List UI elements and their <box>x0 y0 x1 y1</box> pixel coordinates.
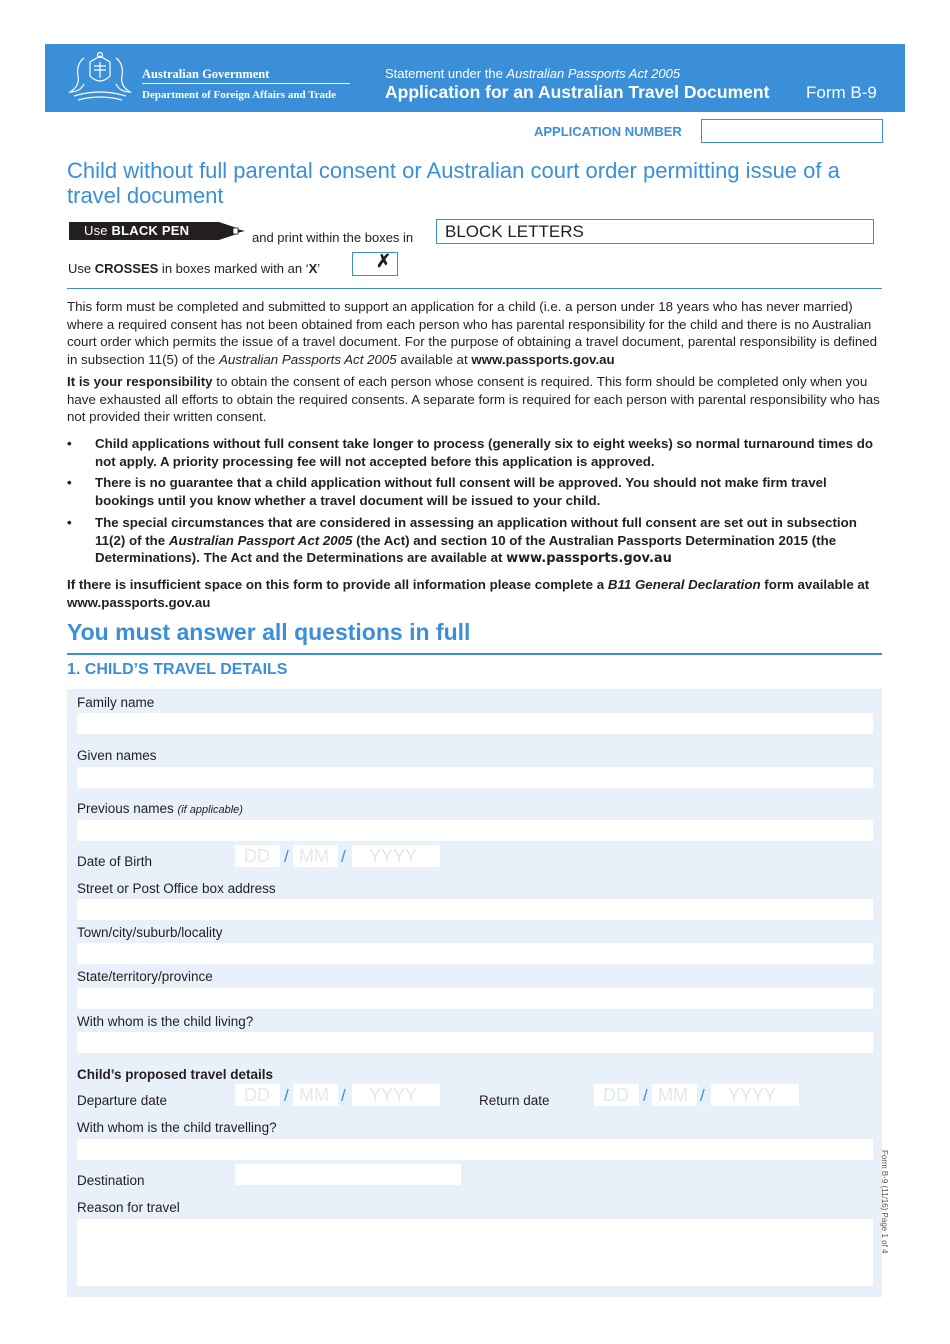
print-instruction: and print within the boxes in <box>252 230 414 245</box>
proposed-travel-heading: Child’s proposed travel details <box>77 1067 274 1082</box>
pen-bold: BLACK PEN <box>111 223 190 238</box>
date-separator: / <box>643 1086 648 1105</box>
insufficient-b: form available at www.passports.gov.au <box>67 577 870 610</box>
date-separator: / <box>284 1086 289 1105</box>
section-title: 1. CHILD’S TRAVEL DETAILS <box>67 661 288 678</box>
pen-prefix: Use <box>84 223 112 238</box>
destination-label: Destination <box>77 1173 145 1188</box>
crosses-prefix: Use <box>68 261 95 276</box>
coat-of-arms-icon <box>64 52 136 106</box>
dob-month-placeholder: MM <box>299 846 329 866</box>
bullet-text-b: (the Act) and section 10 of the Australian Passports Determination 2015 (the Determinations). The Act and the Determinations are available at <box>95 532 837 566</box>
date-of-birth-label: Date of Birth <box>77 854 153 869</box>
crosses-mid: in boxes marked with an ‘ <box>158 261 309 276</box>
statement-line <box>385 66 680 81</box>
department-name: Department of Foreign Affairs and Trade <box>142 89 337 101</box>
intro-act: Australian Passports Act 2005 <box>219 351 397 367</box>
bullet-text: Child applications without full consent take longer to process (generally six to eight weeks) so normal turnaround times do not apply. A priority processing fee will not accepted before this application is approved. <box>95 436 873 469</box>
form-title: Child without full parental consent or Australian court order permitting issue of a travel document <box>67 158 840 208</box>
insufficient-a: If there is insufficient space on this form to provide all information please complete a <box>67 577 608 592</box>
statement-prefix: Statement under the <box>385 66 507 81</box>
block-letters-text: BLOCK LETTERS <box>445 222 584 241</box>
intro-url: www.passports.gov.au <box>471 351 615 367</box>
application-title: Application for an Australian Travel Document <box>385 82 770 102</box>
pen-instruction <box>84 223 189 238</box>
travelling-with-input[interactable] <box>77 1139 873 1160</box>
bullet-dot: • <box>67 515 72 530</box>
responsibility-paragraph <box>67 373 885 426</box>
living-with-label: With whom is the child living? <box>77 1014 254 1029</box>
date-separator: / <box>341 1086 346 1105</box>
return-day-placeholder: DD <box>603 1085 629 1105</box>
return-month-placeholder: MM <box>658 1085 688 1105</box>
family-name-input[interactable] <box>77 713 873 734</box>
state-label: State/territory/province <box>77 969 213 984</box>
date-separator: / <box>284 847 289 866</box>
bullet-text: There is no guarantee that a child application without full consent will be approved. You should not make firm travel bookings until you know whether a travel document will be issued to your child. <box>95 475 827 508</box>
date-separator: / <box>700 1086 705 1105</box>
intro-paragraph <box>67 298 885 368</box>
bullet-dot: • <box>67 475 72 490</box>
responsibility-text: to obtain the consent of each person whose consent is required. This form should be completed only when you have exhausted all efforts to obtain the required consents. A separate form is required for each person with parental responsibility who has not provided their written consent. <box>67 374 880 425</box>
given-names-input[interactable] <box>77 767 873 788</box>
bullet-item <box>67 474 885 510</box>
previous-names-input[interactable] <box>77 820 873 841</box>
example-checkbox <box>352 252 398 276</box>
divider <box>67 288 882 289</box>
application-number-label: APPLICATION NUMBER <box>534 124 682 139</box>
crosses-instruction <box>68 261 320 276</box>
divider <box>67 653 882 655</box>
form-code: Form B-9 <box>806 83 877 102</box>
bullet-text <box>95 514 885 568</box>
departure-month-placeholder: MM <box>299 1085 329 1105</box>
crosses-x: X <box>308 261 318 276</box>
departure-day-placeholder: DD <box>244 1085 270 1105</box>
intro-text: This form must be completed and submitted to support an application for a child (i.e. a person under 18 years who has never married) where a required consent has not been obtained from each person who has parental responsibility for the child and there is no Australian court order which permits the issue of a travel document. For the purpose of obtaining a travel document, parental responsibility is defined in subsection 11(5) of the <box>67 299 878 367</box>
return-year-placeholder: YYYY <box>728 1085 777 1105</box>
page-footer-note: Form B-9 (11/16) Page 1 of 4 <box>880 1150 889 1254</box>
return-date-label: Return date <box>479 1093 550 1108</box>
bullet-item <box>67 435 885 471</box>
family-name-label: Family name <box>77 695 155 710</box>
statement-act: Australian Passports Act 2005 <box>506 66 681 81</box>
previous-names-text: Previous names <box>77 801 178 816</box>
town-label: Town/city/suburb/locality <box>77 925 223 940</box>
bullet-url: www.passports.gov.au <box>506 551 672 567</box>
reason-label: Reason for travel <box>77 1200 180 1215</box>
departure-year-placeholder: YYYY <box>369 1085 418 1105</box>
departure-date-label: Departure date <box>77 1093 168 1108</box>
insufficient-form: B11 General Declaration <box>607 577 761 592</box>
cross-mark-icon: ✗ <box>376 251 392 271</box>
dob-day-placeholder: DD <box>244 846 270 866</box>
destination-input[interactable] <box>235 1164 461 1185</box>
previous-names-note: (if applicable) <box>177 804 243 816</box>
address-label: Street or Post Office box address <box>77 881 276 896</box>
bullet-act: Australian Passport Act 2005 <box>168 532 353 548</box>
bullet-text-a: The special circumstances that are considered in assessing an application without full consent are set out in subsection 11(2) of the <box>95 515 857 548</box>
crosses-end: ’ <box>317 261 321 276</box>
living-with-input[interactable] <box>77 1032 873 1053</box>
bullet-dot: • <box>67 436 72 451</box>
logo-divider <box>142 83 350 84</box>
travelling-with-label: With whom is the child travelling? <box>77 1120 277 1135</box>
dob-year-placeholder: YYYY <box>369 846 418 866</box>
responsibility-bold: It is your responsibility <box>67 374 213 389</box>
given-names-label: Given names <box>77 748 157 763</box>
bullet-item <box>67 514 885 570</box>
intro-available: available at <box>396 351 472 367</box>
previous-names-label <box>77 801 243 816</box>
government-name: Australian Government <box>142 67 270 81</box>
application-number-input[interactable] <box>701 119 883 143</box>
address-input[interactable] <box>77 899 873 920</box>
must-answer-heading: You must answer all questions in full <box>67 619 471 645</box>
reason-input[interactable] <box>77 1219 873 1286</box>
date-separator: / <box>341 847 346 866</box>
town-input[interactable] <box>77 943 873 964</box>
insufficient-space-note <box>67 576 885 611</box>
state-input[interactable] <box>77 988 873 1009</box>
crosses-bold: CROSSES <box>94 261 159 276</box>
